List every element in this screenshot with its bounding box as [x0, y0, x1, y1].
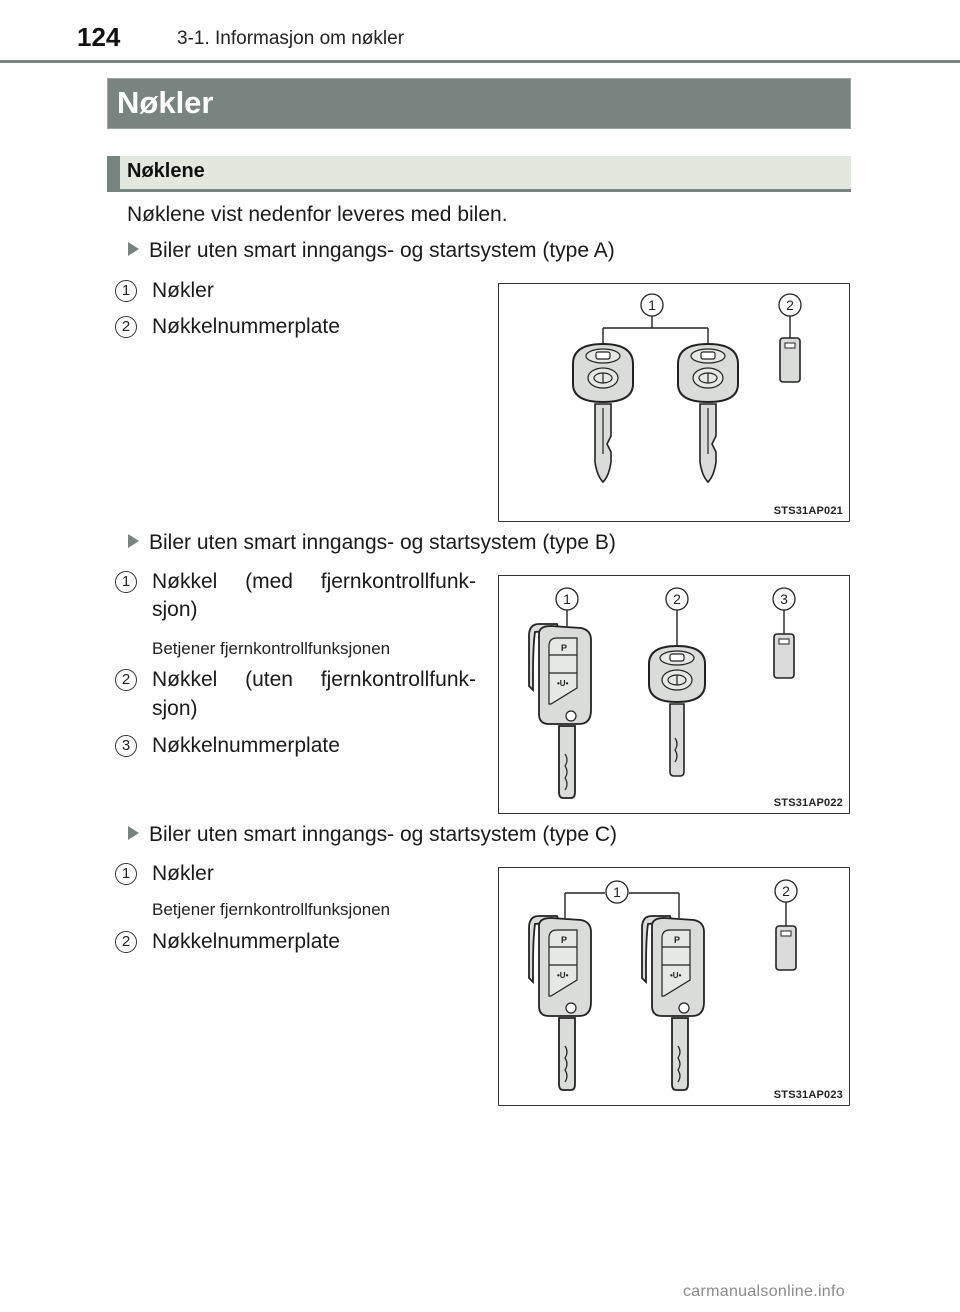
header-rule: [0, 60, 960, 63]
type-a-item-1: Nøkler: [152, 279, 214, 302]
type-c-item-2: Nøkkelnummerplate: [152, 930, 340, 953]
keys-type-c-illustration: [499, 868, 849, 1105]
figure-type-b: [498, 575, 850, 814]
callout-3-icon: 3: [115, 735, 137, 757]
type-b-item-2-line2: sjon): [152, 697, 198, 720]
svg-text:•U•: •U•: [557, 679, 569, 688]
type-a-item-2: Nøkkelnummerplate: [152, 315, 340, 338]
keys-type-a-illustration: [499, 284, 849, 521]
callout-2-icon: 2: [115, 931, 137, 953]
figure-type-c: [498, 867, 850, 1106]
callout-1-icon: 1: [115, 863, 137, 885]
callout-1-icon: 1: [115, 571, 137, 593]
type-b-item-1-line2: sjon): [152, 598, 198, 621]
svg-text:•U•: •U•: [670, 971, 682, 980]
svg-text:3: 3: [780, 591, 788, 607]
svg-text:P: P: [561, 643, 568, 653]
callout-2-icon: 2: [115, 316, 137, 338]
svg-text:1: 1: [613, 884, 621, 900]
type-a-heading-text: Biler uten smart inngangs- og startsystem (type A): [149, 239, 615, 262]
callout-2-icon: 2: [115, 669, 137, 691]
svg-text:2: 2: [673, 591, 681, 607]
intro-text: Nøklene vist nedenfor leveres med bilen.: [127, 203, 508, 226]
triangle-bullet-icon: [128, 242, 139, 256]
svg-text:2: 2: [786, 297, 794, 313]
type-b-heading-text: Biler uten smart inngangs- og startsystem (type B): [149, 531, 616, 554]
type-c-heading-text: Biler uten smart inngangs- og startsystem (type C): [149, 823, 618, 846]
svg-text:1: 1: [648, 297, 656, 313]
watermark-text: carmanualsonline.info: [683, 1283, 845, 1300]
type-b-item-1-line1: Nøkkel (med fjernkontrollfunk-: [152, 570, 476, 593]
figure-code: STS31AP022: [773, 797, 843, 809]
figure-code: STS31AP023: [773, 1089, 843, 1101]
section-header: [107, 156, 851, 192]
svg-text:2: 2: [782, 883, 790, 899]
type-c-item-1: Nøkler: [152, 862, 214, 885]
figure-type-a: [498, 283, 850, 522]
page-title-bar: [107, 78, 851, 129]
type-b-item-3: Nøkkelnummerplate: [152, 734, 340, 757]
svg-text:1: 1: [563, 591, 571, 607]
keys-type-b-illustration: [499, 576, 849, 813]
chapter-title: 3-1. Informasjon om nøkler: [177, 28, 405, 49]
page-number: 124: [77, 22, 121, 52]
section-title: Nøklene: [127, 160, 205, 182]
type-a-heading: [128, 239, 615, 263]
type-c-heading: [128, 823, 617, 847]
figure-code: STS31AP021: [773, 505, 843, 517]
type-c-item-1-note: Betjener fjernkontrollfunksjonen: [152, 900, 391, 919]
type-b-item-1-note: Betjener fjernkontrollfunksjonen: [152, 639, 391, 658]
callout-1-icon: 1: [115, 280, 137, 302]
svg-text:P: P: [561, 935, 568, 945]
triangle-bullet-icon: [128, 826, 139, 840]
svg-text:•U•: •U•: [557, 971, 569, 980]
section-header-tab: [107, 156, 120, 189]
type-b-heading: [128, 531, 616, 555]
page-title: Nøkler: [117, 85, 214, 120]
triangle-bullet-icon: [128, 534, 139, 548]
svg-text:P: P: [674, 935, 681, 945]
type-b-item-2-line1: Nøkkel (uten fjernkontrollfunk-: [152, 668, 476, 691]
